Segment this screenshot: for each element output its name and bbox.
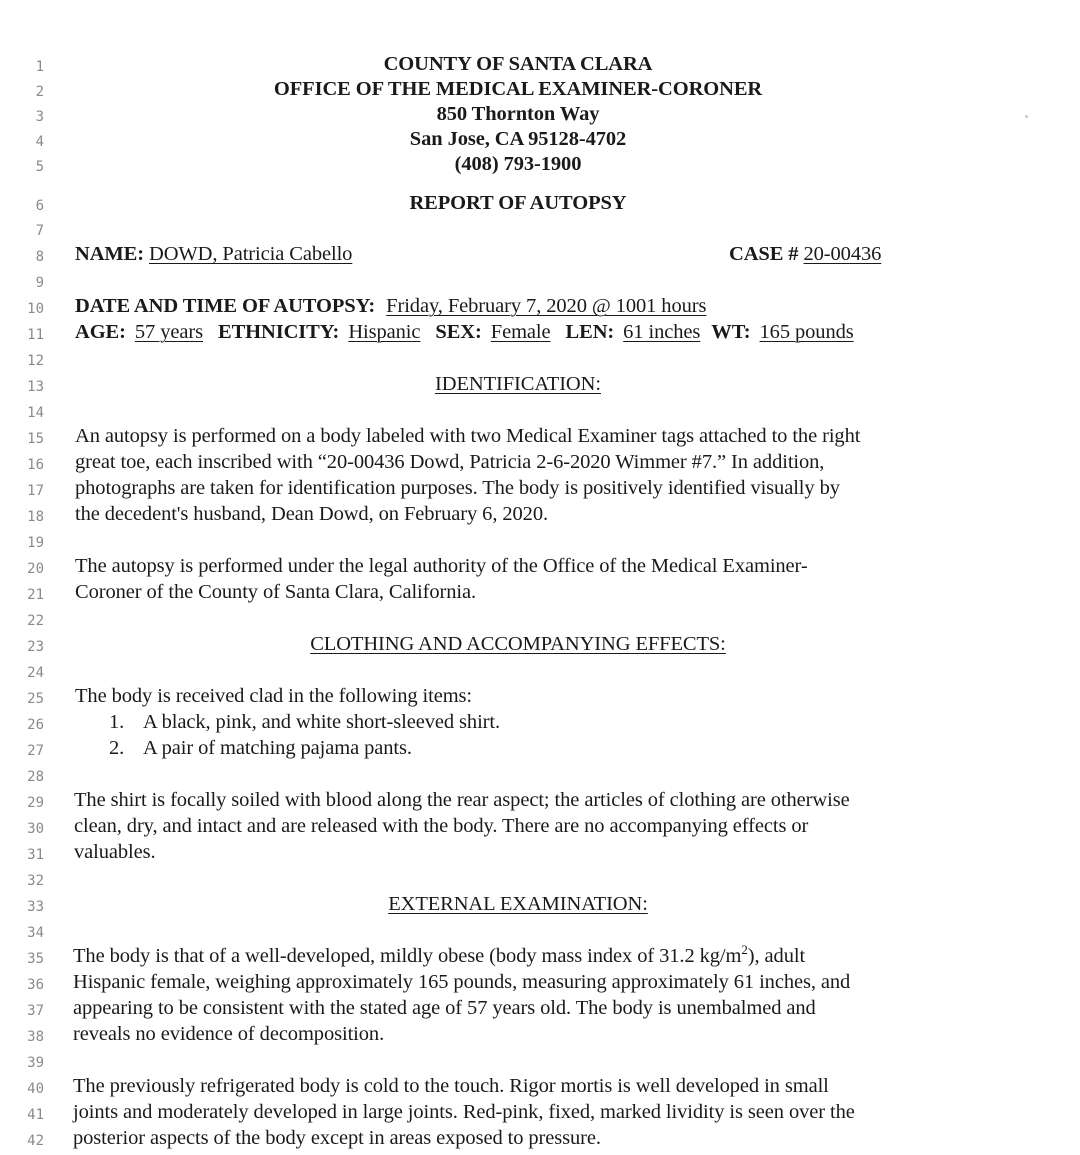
line-number: 21 (27, 587, 44, 603)
line-number: 3 (35, 109, 44, 125)
line-number: 30 (27, 821, 44, 837)
line-number: 29 (27, 795, 44, 811)
bmi-superscript: 2 (741, 942, 748, 958)
clothing-intro: The body is received clad in the following items: (75, 685, 473, 707)
name-line (75, 242, 352, 266)
bmi-text-end: ), adult (747, 945, 806, 967)
len-label: LEN: (565, 321, 615, 343)
bmi-text: The body is that of a well-developed, mildly obese (body mass index of 31.2 kg/m (73, 945, 742, 967)
line-number: 22 (27, 613, 44, 629)
identification-paragraph-line: the decedent's husband, Dean Dowd, on February 6, 2020. (75, 503, 548, 525)
line-number: 1 (35, 59, 44, 75)
datetime-value: Friday, February 7, 2020 @ 1001 hours (386, 295, 707, 317)
external-exam-heading: EXTERNAL EXAMINATION: (388, 893, 648, 915)
line-number: 14 (27, 405, 44, 421)
line-number: 5 (35, 159, 44, 175)
header-city: San Jose, CA 95128-4702 (409, 128, 627, 150)
line-number: 8 (35, 249, 44, 265)
line-number: 33 (27, 899, 44, 915)
line-number: 39 (27, 1055, 44, 1071)
case-label: CASE # (729, 243, 799, 265)
case-value: 20-00436 (803, 243, 882, 265)
authority-paragraph-line: Coroner of the County of Santa Clara, California. (75, 581, 477, 603)
line-number: 18 (27, 509, 44, 525)
clothing-paragraph-line: clean, dry, and intact and are released with the body. There are no accompanying effects or (74, 815, 809, 837)
rigor-paragraph-line: joints and moderately developed in large joints. Red-pink, fixed, marked lividity is seen over the (73, 1101, 855, 1123)
clothing-list-item (109, 736, 412, 760)
header-phone: (408) 793-1900 (454, 153, 582, 175)
line-number: 23 (27, 639, 44, 655)
line-number: 2 (35, 84, 44, 100)
line-number: 17 (27, 483, 44, 499)
line-number: 36 (27, 977, 44, 993)
identification-heading: IDENTIFICATION: (435, 373, 601, 395)
line-number: 31 (27, 847, 44, 863)
identification-paragraph-line: photographs are taken for identification purposes. The body is positively identified visually by (75, 477, 840, 499)
line-number: 32 (27, 873, 44, 889)
external-paragraph-line: Hispanic female, weighing approximately 165 pounds, measuring approximately 61 inches, and (73, 971, 851, 993)
rigor-paragraph-line: posterior aspects of the body except in areas exposed to pressure. (73, 1127, 601, 1149)
datetime-label: DATE AND TIME OF AUTOPSY: (75, 295, 376, 317)
identification-paragraph-line: An autopsy is performed on a body labeled with two Medical Examiner tags attached to the right (75, 425, 861, 447)
name-value: DOWD, Patricia Cabello (149, 243, 353, 265)
external-paragraph-line (73, 944, 805, 968)
age-value: 57 years (134, 321, 203, 343)
line-number: 37 (27, 1003, 44, 1019)
identification-paragraph-line: great toe, each inscribed with “20-00436 Dowd, Patricia 2-6-2020 Wimmer #7.” In addition, (75, 451, 825, 473)
header-office: OFFICE OF THE MEDICAL EXAMINER-CORONER (273, 78, 763, 100)
line-number: 4 (35, 134, 44, 150)
len-value: 61 inches (623, 321, 701, 343)
line-number: 20 (27, 561, 44, 577)
line-number: 6 (35, 198, 44, 214)
clothing-heading: CLOTHING AND ACCOMPANYING EFFECTS: (310, 633, 726, 655)
header-street: 850 Thornton Way (436, 103, 600, 125)
line-number: 40 (27, 1081, 44, 1097)
sex-label: SEX: (435, 321, 482, 343)
line-number: 24 (27, 665, 44, 681)
line-number: 9 (35, 275, 44, 291)
external-paragraph-line: appearing to be consistent with the stated age of 57 years old. The body is unembalmed and (73, 997, 816, 1019)
clothing-paragraph-line: The shirt is focally soiled with blood along the rear aspect; the articles of clothing are otherwise (74, 789, 850, 811)
external-paragraph-line: reveals no evidence of decomposition. (73, 1023, 385, 1045)
line-number: 42 (27, 1133, 44, 1149)
name-label: NAME: (75, 243, 144, 265)
wt-label: WT: (711, 321, 751, 343)
list-item-text: A black, pink, and white short-sleeved shirt. (143, 711, 501, 733)
authority-paragraph-line: The autopsy is performed under the legal authority of the Office of the Medical Examiner- (75, 555, 808, 577)
list-item-number: 2. (109, 737, 125, 759)
line-number: 11 (27, 327, 44, 343)
line-number: 27 (27, 743, 44, 759)
clothing-list-item (109, 710, 500, 734)
line-number: 35 (27, 951, 44, 967)
line-number: 28 (27, 769, 44, 785)
line-number: 10 (27, 301, 44, 317)
rigor-paragraph-line: The previously refrigerated body is cold to the touch. Rigor mortis is well developed in small (73, 1075, 829, 1097)
demographics-line (75, 320, 854, 344)
line-number: 38 (27, 1029, 44, 1045)
line-number: 34 (27, 925, 44, 941)
wt-value: 165 pounds (759, 321, 854, 343)
age-label: AGE: (75, 321, 126, 343)
report-title: REPORT OF AUTOPSY (409, 192, 627, 214)
line-number: 7 (35, 223, 44, 239)
sex-value: Female (490, 321, 551, 343)
clothing-paragraph-line: valuables. (74, 841, 156, 863)
line-number: 26 (27, 717, 44, 733)
line-number: 19 (27, 535, 44, 551)
line-number: 12 (27, 353, 44, 369)
line-number: 41 (27, 1107, 44, 1123)
ethnicity-label: ETHNICITY: (218, 321, 340, 343)
autopsy-datetime-line (75, 294, 706, 318)
line-number: 16 (27, 457, 44, 473)
scan-speck (1025, 115, 1028, 118)
ethnicity-value: Hispanic (348, 321, 421, 343)
list-item-number: 1. (109, 711, 125, 733)
line-number: 25 (27, 691, 44, 707)
header-county: COUNTY OF SANTA CLARA (383, 53, 653, 75)
line-number: 13 (27, 379, 44, 395)
case-number-line (729, 242, 881, 266)
list-item-text: A pair of matching pajama pants. (143, 737, 412, 759)
line-number: 15 (27, 431, 44, 447)
